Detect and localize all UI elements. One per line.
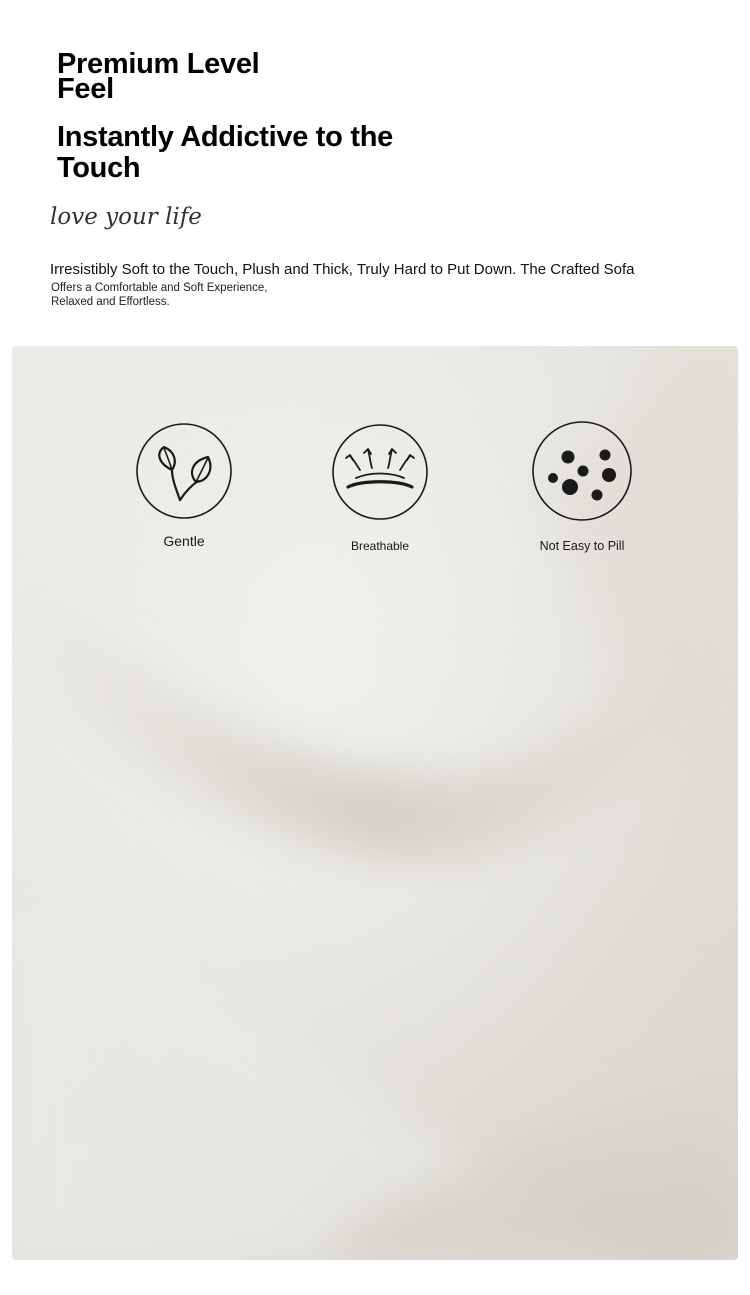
title-premium-level-feel: Premium Level Feel bbox=[57, 48, 260, 105]
script-tagline bbox=[50, 192, 220, 248]
title-instantly-addictive: Instantly Addictive to the Touch bbox=[57, 121, 393, 184]
feature-gentle bbox=[124, 423, 244, 549]
fabric-photo bbox=[12, 346, 738, 1260]
feature-label-gentle: Gentle bbox=[163, 533, 205, 549]
description-lead: Irresistibly Soft to the Touch, Plush and Thick, Truly Hard to Put Down. The Crafted Sofa bbox=[50, 261, 635, 278]
feature-label-not-easy-to-pill: Not Easy to Pill bbox=[539, 539, 625, 553]
dots-icon bbox=[532, 421, 632, 521]
description-sub: Offers a Comfortable and Soft Experience, Relaxed and Effortless. bbox=[51, 282, 268, 308]
feature-not-easy-to-pill bbox=[517, 421, 647, 553]
feature-breathable bbox=[320, 424, 440, 553]
feature-label-breathable: Breathable bbox=[350, 539, 410, 553]
breathable-icon bbox=[332, 424, 428, 520]
script-tagline-text: love your life bbox=[50, 204, 202, 230]
leaf-icon bbox=[136, 423, 232, 519]
